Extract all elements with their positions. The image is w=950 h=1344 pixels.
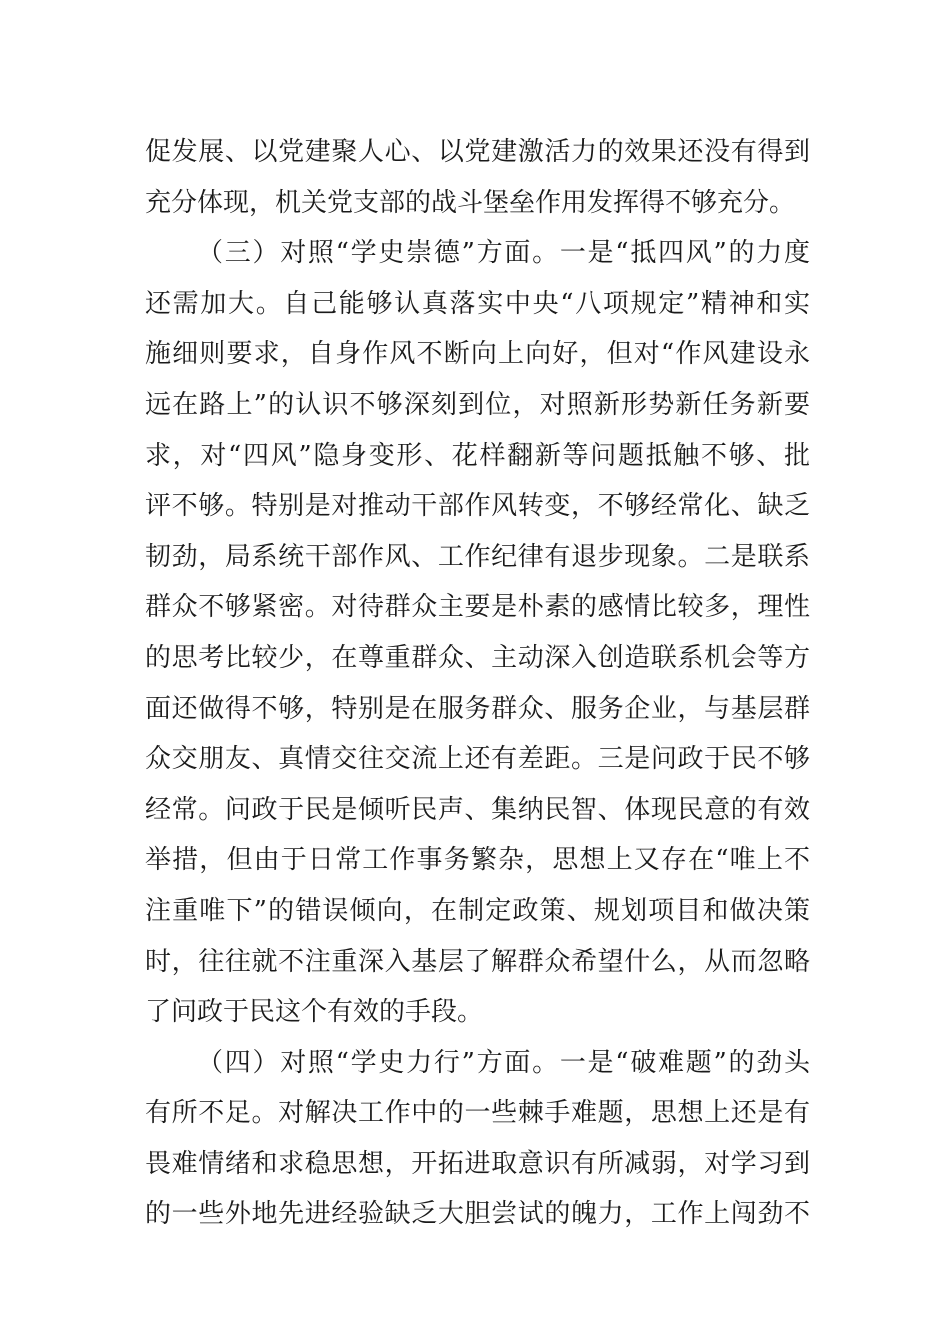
text-line-16: 注重唯下”的错误倾向，在制定政策、规划项目和做决策 bbox=[145, 895, 810, 926]
text-line-15: 举措，但由于日常工作事务繁杂，思想上又存在“唯上不 bbox=[145, 845, 810, 876]
section-3-heading-line: （三）对照“学史崇德”方面。一是“抵四风”的力度 bbox=[197, 238, 810, 269]
text-line-6: 远在路上”的认识不够深刻到位，对照新形势新任务新要 bbox=[145, 389, 810, 420]
text-line-14: 经常。问政于民是倾听民声、集纳民智、体现民意的有效 bbox=[145, 794, 810, 825]
text-line-21: 畏难情绪和求稳思想，开拓进取意识有所减弱，对学习到 bbox=[145, 1148, 810, 1179]
text-line-20: 有所不足。对解决工作中的一些棘手难题，思想上还是有 bbox=[145, 1098, 810, 1129]
text-line-18: 了问政于民这个有效的手段。 bbox=[145, 997, 484, 1028]
text-line-5: 施细则要求，自身作风不断向上向好，但对“作风建设永 bbox=[145, 339, 810, 370]
text-line-13: 众交朋友、真情交往交流上还有差距。三是问政于民不够 bbox=[145, 744, 810, 775]
text-line-12: 面还做得不够，特别是在服务群众、服务企业，与基层群 bbox=[145, 693, 810, 724]
text-line-1: 促发展、以党建聚人心、以党建激活力的效果还没有得到 bbox=[145, 137, 810, 167]
text-line-11: 的思考比较少，在尊重群众、主动深入创造联系机会等方 bbox=[145, 642, 810, 673]
text-line-9: 韧劲，局系统干部作风、工作纪律有退步现象。二是联系 bbox=[145, 541, 810, 572]
text-line-22: 的一些外地先进经验缺乏大胆尝试的魄力，工作上闯劲不 bbox=[145, 1199, 810, 1230]
section-4-heading-line: （四）对照“学史力行”方面。一是“破难题”的劲头 bbox=[197, 1047, 810, 1078]
text-line-17: 时，往往就不注重深入基层了解群众希望什么，从而忽略 bbox=[145, 946, 810, 977]
text-line-7: 求，对“四风”隐身变形、花样翻新等问题抵触不够、批 bbox=[145, 440, 810, 471]
document-body bbox=[145, 127, 810, 1240]
text-line-10: 群众不够紧密。对待群众主要是朴素的感情比较多，理性 bbox=[145, 592, 810, 623]
text-line-2: 充分体现，机关党支部的战斗堡垒作用发挥得不够充分。 bbox=[145, 187, 796, 218]
text-line-8: 评不够。特别是对推动干部作风转变，不够经常化、缺乏 bbox=[145, 491, 810, 522]
text-line-4: 还需加大。自己能够认真落实中央“八项规定”精神和实 bbox=[145, 288, 810, 319]
